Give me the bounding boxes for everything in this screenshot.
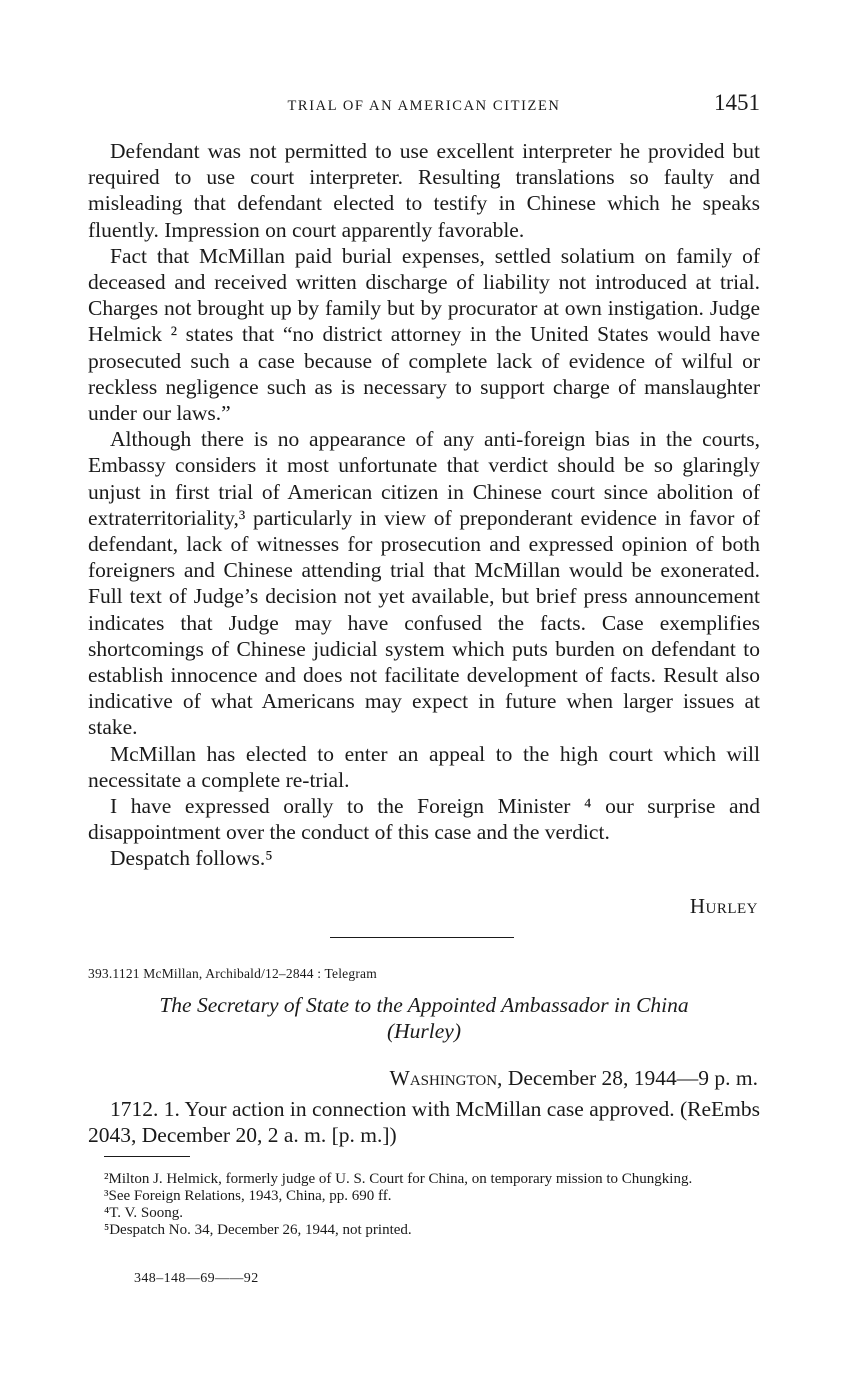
paragraph-foreign-minister: I have expressed orally to the Foreign Minister ⁴ our surprise and disappointment over the conduct of this case and the verdict. xyxy=(88,794,760,845)
footnotes xyxy=(88,1171,760,1239)
file-reference: 393.1121 McMillan, Archibald/12–2844 : Telegram xyxy=(88,966,377,981)
document-title xyxy=(88,992,760,1044)
running-head: TRIAL OF AN AMERICAN CITIZEN xyxy=(287,98,561,114)
paragraph-appeal: McMillan has elected to enter an appeal to the high court which will necessitate a complete re-trial. xyxy=(88,741,760,792)
message-body xyxy=(88,1096,760,1148)
dateline-date: December 28, 1944—9 p. m. xyxy=(502,1066,758,1090)
document-title-line-1: The Secretary of State to the Appointed Ambassador in China xyxy=(159,993,689,1017)
dateline-city: Washington, xyxy=(389,1066,503,1090)
signature: Hurley xyxy=(689,894,758,918)
page-header xyxy=(88,90,760,124)
dateline xyxy=(390,1066,758,1091)
print-code: 348–148—69——92 xyxy=(134,1271,259,1286)
document-title-line-2: (Hurley) xyxy=(386,1019,462,1043)
page-number: 1451 xyxy=(714,90,760,115)
footnote-3: ³See Foreign Relations, 1943, China, pp. 690 ff. xyxy=(104,1188,392,1204)
paragraph-interpreter: Defendant was not permitted to use excellent interpreter he provided but required to use court interpreter. Resulting translations so faulty and misleading that defendant elected to testify in Chinese which he speaks fluently. Impression on court apparently favorable. xyxy=(88,139,760,242)
paragraph-despatch: Despatch follows.⁵ xyxy=(110,846,273,871)
footnote-2: ²Milton J. Helmick, formerly judge of U. S. Court for China, on temporary mission to Chungking. xyxy=(104,1171,693,1187)
section-divider xyxy=(330,937,514,938)
telegram-body xyxy=(88,138,760,872)
paragraph-verdict: Although there is no appearance of any anti-foreign bias in the courts, Embassy considers it most unfortunate that verdict should be so glaringly unjust in first trial of American citizen in Chinese court since abolition of extraterritoriality,³ particularly in view of preponderant evidence in favor of defendant, lack of witnesses for prosecution and expressed opinion of both foreigners and Chinese attending trial that McMillan would be exonerated. Full text of Judge’s decision not yet available, but brief press announcement indicates that Judge may have confused the facts. Case exemplifies shortcomings of Chinese judicial system which puts burden on defendant to establish innocence and does not facilitate development of facts. Result also indicative of what Americans may expect in future when larger issues at stake. xyxy=(88,427,760,740)
footnote-4: ⁴T. V. Soong. xyxy=(104,1205,183,1221)
paragraph-burial-expenses: Fact that McMillan paid burial expenses, settled solatium on family of deceased and received written discharge of liability not introduced at trial. Charges not brought up by family but by procurator at own instigation. Judge Helmick ² states that “no district attorney in the United States would have prosecuted such a case because of complete lack of evidence of wilful or reckless negligence such as is necessary to support charge of manslaughter under our laws.” xyxy=(88,243,760,426)
message-paragraph: 1712. 1. Your action in connection with McMillan case approved. (ReEmbs 2043, December 20, 2 a. m. [p. m.]) xyxy=(88,1097,760,1148)
footnote-rule xyxy=(104,1156,190,1157)
footnote-5: ⁵Despatch No. 34, December 26, 1944, not printed. xyxy=(104,1222,412,1238)
